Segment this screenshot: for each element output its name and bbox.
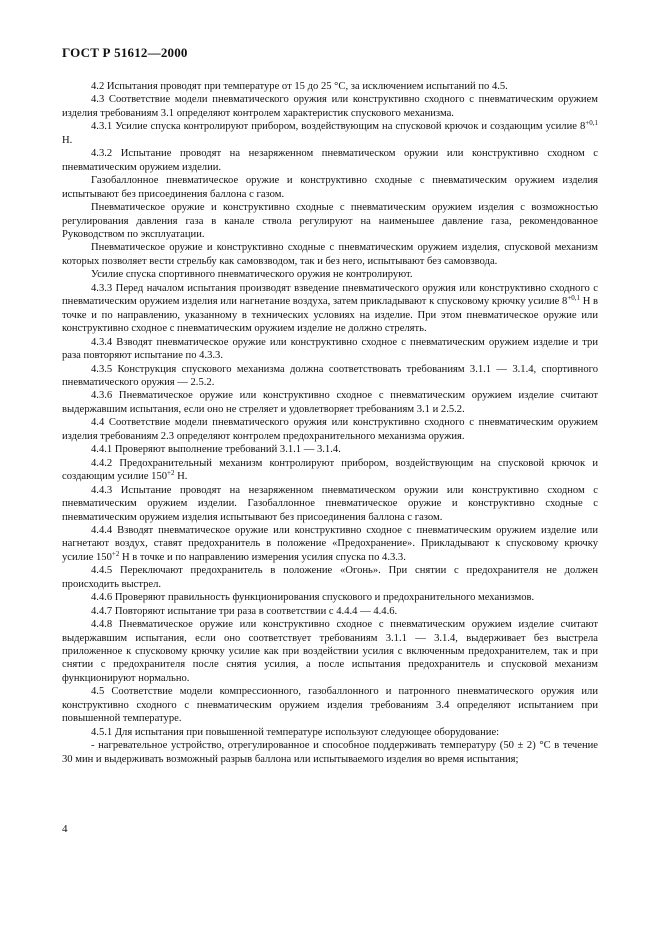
paragraph-text: Пневматическое оружие и конструктивно сходные с пневматическим оружием изделия, спусковой механизм которых позволяет вести стрельбу как самовзводом, так и без него, испытывают без самовзвода. (62, 242, 598, 267)
page-number: 4 (62, 823, 68, 835)
paragraph (62, 241, 598, 268)
paragraph-text: 4.3.4 Взводят пневматическое оружие или конструктивно сходное с пневматическим оружием изделие и три раза повторяют испытание по 4.3.3. (62, 336, 598, 362)
paragraph (62, 336, 598, 363)
paragraph (62, 739, 598, 766)
paragraph-text: 4.4.3 Испытание проводят на незаряженном пневматическом оружии или конструктивно сходном с пневматическим оружием изделии. Газобаллонное пневматическое оружие и конструктивно сходные с пневматическим оружием изделия испытывают без присоединения баллона с газом. (62, 484, 598, 523)
paragraph (62, 268, 598, 281)
paragraph (62, 80, 598, 93)
paragraph-text: 4.4.6 Проверяют правильность функционирования спускового и предохранительного механизмов. (91, 592, 535, 604)
paragraph-text: 4.5 Соответствие модели компрессионного, газобаллонного и патронного пневматического оружия или конструктивно сходного с пневматическим оружием изделия требованиям 3.4 определяют испытанием при повышенной температуре. (62, 686, 598, 725)
paragraph (62, 726, 598, 739)
paragraph (62, 416, 598, 443)
paragraph-text: 4.4.4 Взводят пневматическое оружие или конструктивно сходное с пневматическим оружием изделие или нагнетают воздух, ставят предохранитель в положение «Предохранение». Прикладывают к спусковому крючку усилие 150 (62, 524, 598, 563)
paragraph-text: 4.4 Соответствие модели пневматического оружия или конструктивно сходного с пневматическим оружием изделия требованиям 2.3 определяют контролем предохранительного механизма оружия. (62, 417, 598, 442)
paragraph (62, 618, 598, 685)
paragraph-text: 4.5.1 Для испытания при повышенной температуре используют следующее оборудование: (91, 726, 500, 738)
paragraph-text: 4.4.7 Повторяют испытание три раза в соответствии с 4.4.4 — 4.4.6. (91, 605, 398, 617)
paragraph (62, 389, 598, 416)
paragraph (62, 443, 598, 456)
tolerance-superscript: +2 (167, 469, 175, 478)
paragraph-text: 4.3.5 Конструкция спускового механизма должна соответствовать требованиям 3.1.1 — 3.1.4, спортивного пневматического оружия — 2.5.2. (62, 363, 598, 388)
paragraph (62, 147, 598, 174)
paragraph-text: 4.4.2 Предохранительный механизм контролируют прибором, воздействующим на спусковой крючок и создающим усилие 150 (62, 457, 598, 483)
paragraph (62, 484, 598, 524)
paragraph (62, 93, 598, 120)
paragraph-text: 4.4.1 Проверяют выполнение требований 3.1.1 — 3.1.4. (91, 444, 341, 456)
document-body (62, 80, 598, 766)
paragraph (62, 457, 598, 484)
paragraph (62, 685, 598, 725)
paragraph (62, 564, 598, 591)
paragraph-text: 4.3.6 Пневматическое оружие или конструктивно сходное с пневматическим оружием изделие считают выдержавшим испытания, если оно не стреляет и удовлетворяет требованиям 3.1 и 2.5.2. (62, 390, 598, 415)
paragraph-text: Пневматическое оружие и конструктивно сходные с пневматическим оружием изделия с возможностью регулирования давления газа в канале ствола регулируют на наименьшее давление газа, рекомендованное Руководством по эксплуатации. (62, 202, 598, 240)
tolerance-superscript: +0,1 (585, 119, 598, 128)
paragraph-text: 4.4.8 Пневматическое оружие или конструктивно сходное с пневматическим оружием изделие считают выдержавшим испытания, если оно соответствует требованиям 3.1.1 — 3.1.4, выдерживает без выстрела приложенное к спусковому крючку усилие как при воздействии усилия с включенным предохранителем, так и при снятии с предохранителя после снятия усилия, а после испытания предохранитель и спусковой механизм функционируют нормально. (62, 619, 598, 684)
tolerance-superscript: +2 (111, 549, 120, 558)
paragraph (62, 201, 598, 241)
paragraph-text-continued: Н. (174, 471, 188, 483)
paragraph (62, 605, 598, 618)
paragraph (62, 120, 598, 147)
paragraph-text: Газобаллонное пневматическое оружие и конструктивно сходные с пневматическим оружием изделия испытывают без присоединения баллона с газом. (62, 175, 598, 200)
paragraph-text-continued: Н в точке и по направлению, указанному в технических условиях на изделие. При этом пневматическое оружие или конструктивно сходное с пневматическим оружием изделие не должно стрелять. (62, 296, 599, 335)
paragraph-text: Усилие спуска спортивного пневматического оружия не контролируют. (91, 269, 413, 281)
tolerance-superscript: +0,1 (567, 294, 581, 303)
paragraph-text: 4.2 Испытания проводят при температуре от 15 до 25 °С, за исключением испытаний по 4.5. (91, 81, 508, 92)
paragraph (62, 363, 598, 390)
paragraph (62, 591, 598, 604)
paragraph (62, 174, 598, 201)
paragraph-text-continued: Н. (62, 134, 73, 146)
document-header: ГОСТ Р 51612—2000 (62, 45, 188, 60)
paragraph-text: 4.3.3 Перед началом испытания производят взведение пневматического оружия или конструктивно сходного с пневматическим оружием изделия или нагнетание воздуха, затем прикладывают к спусковому крючку усилие 8 (62, 282, 598, 308)
paragraph (62, 282, 598, 336)
paragraph-text: - нагревательное устройство, отрегулированное и способное поддерживать температуру (50 ± 2) °С в течение 30 мин и выдерживать возможный разрыв баллона или испытываемого изделия во время испытания; (62, 740, 598, 765)
paragraph-text: 4.3 Соответствие модели пневматического оружия или конструктивно сходного с пневматическим оружием изделия требованиям 3.1 определяют контролем характеристик спускового механизма. (62, 94, 598, 119)
paragraph-text: 4.4.5 Переключают предохранитель в положение «Огонь». При снятии с предохранителя не должен происходить выстрел. (62, 565, 598, 590)
paragraph-text: 4.3.2 Испытание проводят на незаряженном пневматическом оружии или конструктивно сходном с пневматическим оружием изделии. (62, 148, 598, 173)
paragraph-text: 4.3.1 Усилие спуска контролируют прибором, воздействующим на спусковой крючок и создающим усилие 8 (91, 121, 586, 133)
paragraph (62, 524, 598, 564)
paragraph-text-continued: Н в точке и по направлению измерения усилия спуска по 4.3.3. (119, 551, 406, 563)
